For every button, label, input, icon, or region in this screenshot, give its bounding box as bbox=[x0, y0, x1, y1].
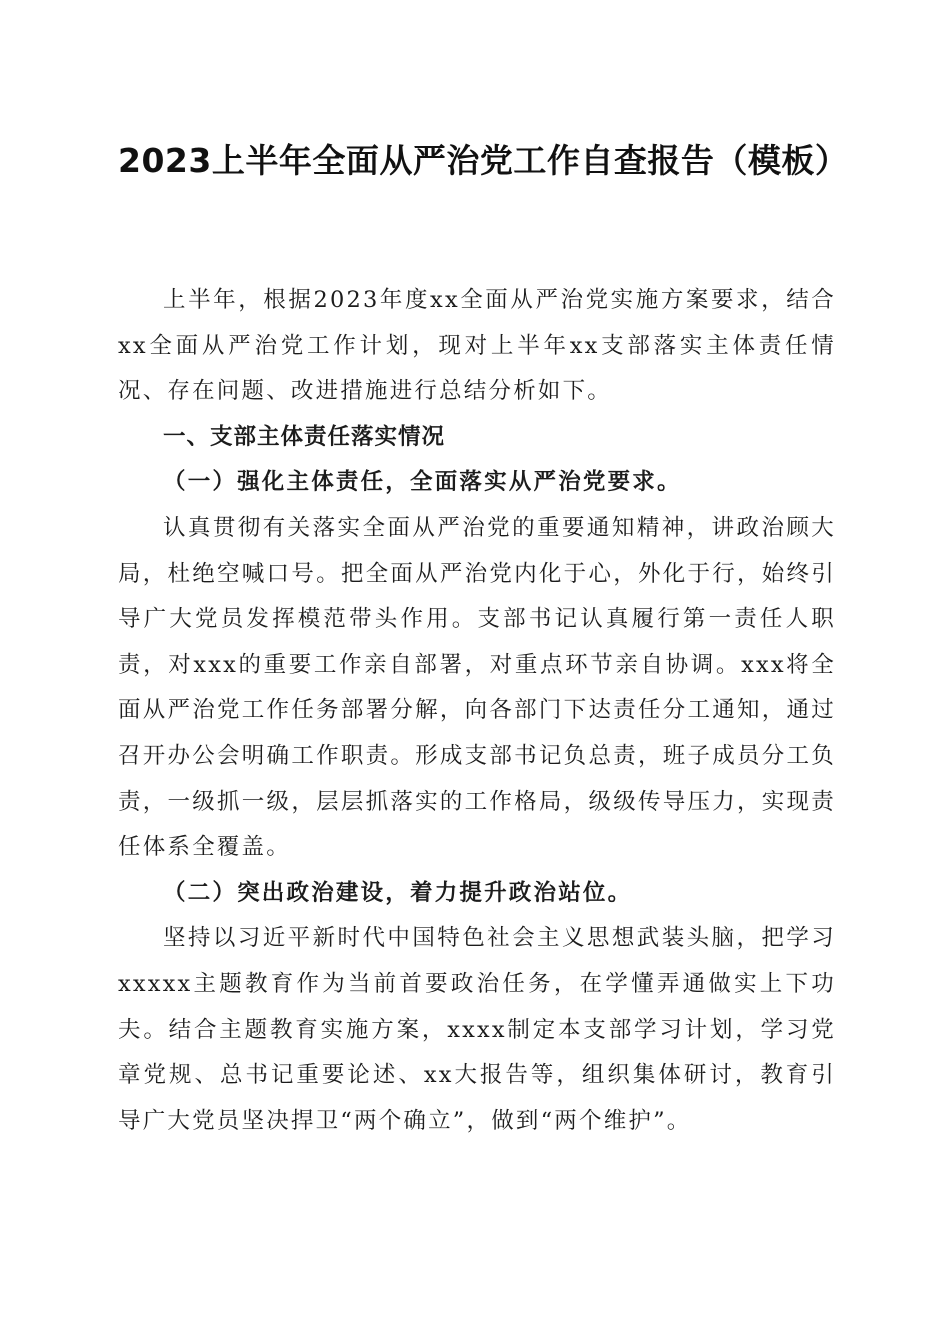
body-paragraph-2: 坚持以习近平新时代中国特色社会主义思想武装头脑，把学习xxxxx主题教育作为当前首要政治任务，在学懂弄通做实上下功夫。结合主题教育实施方案，xxxx制定本支部学习计划，学习党章党规、总书记重要论述、xx大报告等，组织集体研讨，教育引导广大党员坚决捍卫“两个确立”，做到“两个维护”。 bbox=[118, 925, 836, 1134]
subsection-heading-1: （一）强化主体责任，全面落实从严治党要求。 bbox=[163, 469, 682, 496]
document-title: 2023上半年全面从严治党工作自查报告（模板） bbox=[118, 141, 849, 180]
document-body bbox=[118, 278, 836, 1144]
section-heading-1: 一、支部主体责任落实情况 bbox=[163, 423, 446, 450]
subsection-heading-2: （二）突出政治建设，着力提升政治站位。 bbox=[163, 879, 633, 906]
intro-paragraph: 上半年，根据2023年度xx全面从严治党实施方案要求，结合xx全面从严治党工作计划，现对上半年xx支部落实主体责任情况、存在问题、改进措施进行总结分析如下。 bbox=[118, 287, 836, 405]
body-paragraph-1: 认真贯彻有关落实全面从严治党的重要通知精神，讲政治顾大局，杜绝空喊口号。把全面从严治党内化于心，外化于行，始终引导广大党员发挥模范带头作用。支部书记认真履行第一责任人职责，对xxx的重要工作亲自部署，对重点环节亲自协调。xxx将全面从严治党工作任务部署分解，向各部门下达责任分工通知，通过召开办公会明确工作职责。形成支部书记负总责，班子成员分工负责，一级抓一级，层层抓落实的工作格局，级级传导压力，实现责任体系全覆盖。 bbox=[118, 514, 836, 861]
